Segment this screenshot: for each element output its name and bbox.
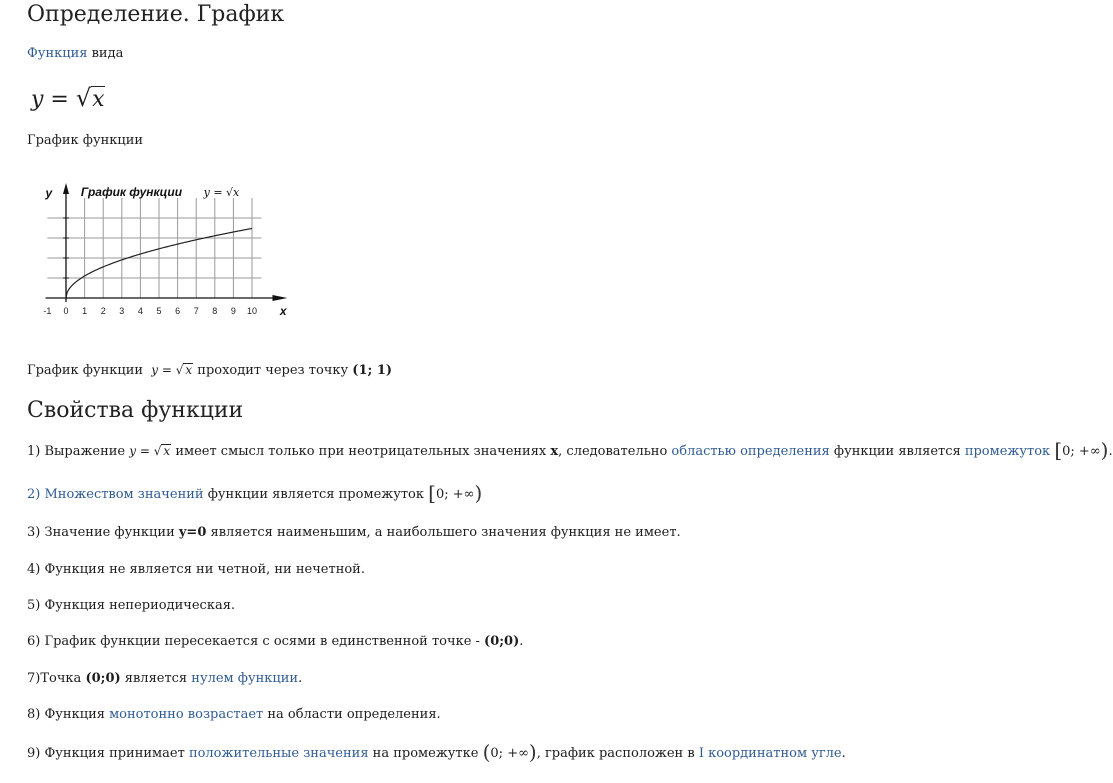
p7-bold: (0;0) (85, 671, 121, 686)
p1-formula-lhs: y (129, 444, 137, 458)
formula-radical: √ (75, 84, 92, 112)
p1-t2: имеет смысл только при неотрицательных значениях (175, 444, 551, 459)
p7-t3: . (298, 671, 303, 686)
p2-num: 2) (27, 487, 45, 502)
passes-line (27, 361, 392, 380)
property-1 (27, 438, 1113, 462)
property-8 (27, 706, 441, 724)
zero-link[interactable]: нулем функции (191, 671, 299, 686)
p9-interval-open: ( (482, 740, 491, 764)
p1-t3: , следовательно (558, 444, 672, 459)
function-link[interactable]: Функция (27, 46, 88, 61)
property-7 (27, 670, 302, 688)
p9-t3: , график расположен в (536, 746, 699, 761)
p8-t1: 8) Функция (27, 707, 110, 722)
sqrt-graph (35, 165, 310, 325)
quadrant-link[interactable]: I координатном угле (698, 746, 842, 761)
x-tick-label: 2 (100, 306, 106, 316)
p6-t1: 6) График функции пересекается с осями в единственной точке - (27, 634, 485, 649)
p2-interval-close: ) (474, 481, 483, 505)
intro-text: вида (87, 46, 124, 61)
p7-t2: является (120, 671, 192, 686)
property-9 (27, 740, 846, 764)
x-tick-label: 4 (137, 306, 143, 316)
p1-bold-x: x (550, 444, 559, 459)
x-tick-label: 5 (156, 306, 162, 316)
main-formula (31, 84, 105, 112)
p9-t4: . (841, 746, 846, 761)
property-2 (27, 481, 483, 505)
p1-t5: . (1108, 444, 1113, 459)
p7-t1: 7)Точка (27, 671, 86, 686)
p1-formula-arg: x (163, 444, 171, 458)
p9-interval-close: ) (528, 740, 537, 764)
p1-interval-close: ) (1100, 438, 1109, 462)
domain-link[interactable]: областью определения (671, 444, 830, 459)
p9-t1: 9) Функция принимает (27, 746, 189, 761)
p6-t2: . (519, 634, 524, 649)
property-5: 5) Функция непериодическая. (27, 598, 236, 613)
p3-t2: является наименьшим, а наибольшего значения функция не имеет. (206, 525, 681, 540)
x-tick-label: 3 (119, 306, 125, 316)
property-3 (27, 524, 681, 542)
p2-interval-body: 0; +∞ (435, 487, 475, 502)
x-tick-label: 8 (212, 306, 218, 316)
p1-t1: 1) Выражение (27, 444, 130, 459)
x-tick-label: 1 (82, 306, 88, 316)
positive-link[interactable]: положительные значения (188, 746, 369, 761)
formula-lhs: y (31, 87, 44, 112)
interval-link[interactable]: промежуток (964, 444, 1051, 459)
p3-t1: 3) Значение функции (27, 525, 179, 540)
x-tick-label: 7 (193, 306, 199, 316)
x-axis-label: x (279, 304, 287, 318)
x-tick-label: 0 (63, 306, 69, 316)
formula-eq: = (43, 87, 76, 112)
monotone-link[interactable]: монотонно возрастает (109, 707, 264, 722)
graph-caption: График функции (27, 133, 144, 148)
x-tick-label: 10 (246, 306, 258, 316)
section-title: Свойства функции (27, 398, 244, 423)
property-6 (27, 633, 523, 651)
passes-point: (1; 1) (352, 363, 393, 378)
p1-formula-eq: = (136, 444, 154, 458)
p9-t2: на промежутке (368, 746, 483, 761)
formula-arg: x (92, 87, 105, 112)
p1-formula: y = √ x (129, 444, 171, 458)
y-axis-arrow (63, 183, 69, 194)
p3-bold: y=0 (178, 525, 207, 540)
passes-text2: проходит через точку (193, 363, 353, 378)
x-axis-arrow (272, 295, 287, 301)
x-tick-label: -1 (43, 306, 52, 316)
chart-title-formula: y = √x (203, 186, 240, 199)
p2-t1: функции является промежуток (203, 487, 429, 502)
p9-interval-body: 0; +∞ (490, 746, 529, 761)
intro-line (27, 45, 123, 63)
x-tick-label: 9 (230, 306, 236, 316)
chart-title: График функции (80, 185, 183, 199)
p6-bold: (0;0) (484, 634, 520, 649)
p2-interval-open: [ (428, 481, 436, 505)
passes-formula-lhs: y (151, 363, 159, 377)
passes-text1: График функции (27, 363, 144, 378)
range-link[interactable]: Множеством значений (44, 487, 204, 502)
passes-formula-arg: x (185, 363, 193, 377)
p1-t4: функции является (829, 444, 965, 459)
passes-formula-eq: = (158, 363, 176, 377)
y-axis-label: y (45, 186, 53, 200)
p1-interval-open: [ (1054, 438, 1063, 462)
passes-formula: y = √ x (151, 363, 193, 377)
p8-t2: на области определения. (263, 707, 441, 722)
p1-interval-body: 0; +∞ (1062, 444, 1101, 459)
x-tick-label: 6 (175, 306, 181, 316)
property-4: 4) Функция не является ни четной, ни нечетной. (27, 562, 365, 577)
page-title: Определение. График (27, 2, 285, 27)
